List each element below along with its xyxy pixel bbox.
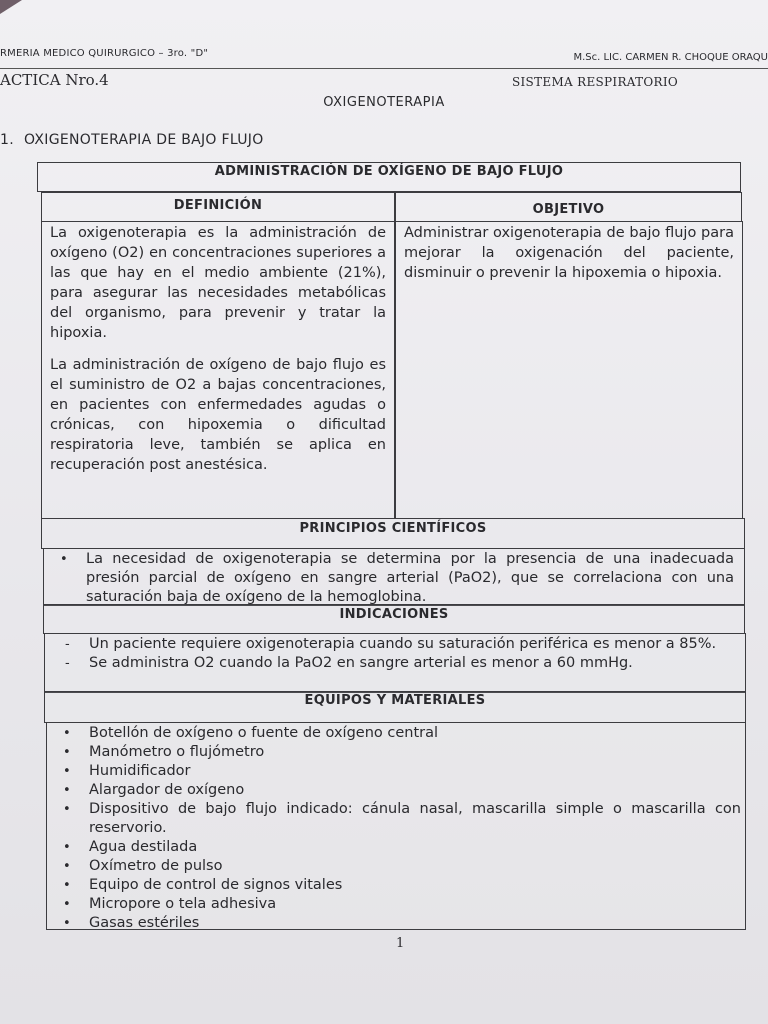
table-title [37,162,741,192]
practice-number: ACTICA Nro.4 [0,71,109,89]
principios-cell [43,548,745,606]
equipo-item: • Botellón de oxígeno o fuente de oxígeno central [53,724,741,743]
course-header: RMERIA MEDICO QUIRURGICO – 3ro. "D" [0,48,209,59]
principios-header-text: PRINCIPIOS CIENTÍFICOS [299,521,487,536]
objetivo-text: Administrar oxigenoterapia de bajo flujo para mejorar la oxigenación del paciente, disminuir o prevenir la hipoxemia o hipoxia. [404,225,734,281]
equipo-item: • Gasas estériles [53,914,741,933]
header-rule [0,68,768,69]
indicacion-item: - Se administra O2 cuando la PaO2 en sangre arterial es menor a 60 mmHg. [53,654,739,673]
teacher-header: M.Sc. LIC. CARMEN R. CHOQUE ORAQU [573,52,768,63]
table-title-text: ADMINISTRACIÓN DE OXÍGENO DE BAJO FLUJO [214,164,564,179]
section-number: 1. [0,132,14,148]
indicacion-item: - Un paciente requiere oxigenoterapia cuando su saturación periférica es menor a 85%. [53,635,739,654]
objetivo-cell [395,221,743,519]
objetivo-header [395,192,742,222]
indicaciones-header-text: INDICACIONES [339,607,449,622]
document-title: OXIGENOTERAPIA [323,95,445,110]
principio-item: • La necesidad de oxigenoterapia se determina por la presencia de una inadecuada presión parcial de oxígeno en sangre arterial (PaO2), que se correlaciona con una saturación baja de oxígeno de la hemoglobina. [50,550,734,607]
indicaciones-cell [44,633,746,693]
definicion-header [41,192,395,222]
principios-header [41,518,745,549]
equipos-header-text: EQUIPOS Y MATERIALES [304,693,486,708]
objetivo-header-text: OBJETIVO [532,202,605,217]
equipo-item: • Oxímetro de pulso [53,857,741,876]
equipos-cell [46,722,746,930]
section-title-text: OXIGENOTERAPIA DE BAJO FLUJO [23,132,264,148]
equipo-item: • Manómetro o flujómetro [53,743,741,762]
system-label: SISTEMA RESPIRATORIO [512,75,679,89]
equipo-item: • Micropore o tela adhesiva [53,895,741,914]
page-number: 1 [396,936,405,951]
definicion-cell [41,221,395,519]
definicion-header-text: DEFINICIÓN [173,198,263,213]
equipo-item: • Dispositivo de bajo flujo indicado: cánula nasal, mascarilla simple o mascarilla con reservorio. [53,800,741,838]
equipo-item: • Alargador de oxígeno [53,781,741,800]
definicion-paragraph-1: La oxigenoterapia es la administración de oxígeno (O2) en concentraciones superiores a las que hay en el medio ambiente (21%), para asegurar las necesidades metabólicas del organismo, para prevenir y tratar la hipoxia. [50,225,386,341]
equipo-item: • Agua destilada [53,838,741,857]
section-title [0,132,264,148]
indicaciones-header [43,604,745,634]
equipo-item: • Equipo de control de signos vitales [53,876,741,895]
equipo-item: • Humidificador [53,762,741,781]
definicion-paragraph-2: La administración de oxígeno de bajo flujo es el suministro de O2 a bajas concentraciones, en pacientes con enfermedades agudas o crónicas, con hipoxemia o dificultad respiratoria leve, también se aplica en recuperación post anestésica. [50,357,386,473]
equipos-header [44,691,746,723]
